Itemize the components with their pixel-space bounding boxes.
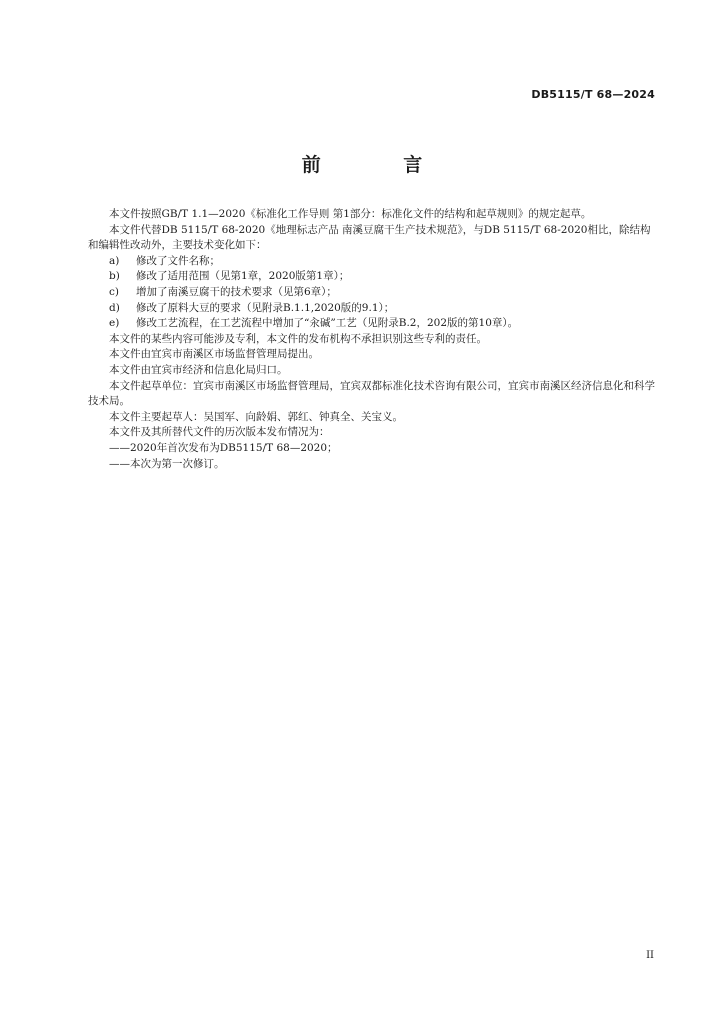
change-item-a [88, 254, 656, 270]
item-mark: b) [109, 270, 120, 283]
paragraph-history: 本文件及其所替代文件的历次版本发布情况为： [109, 426, 330, 439]
change-item-c [88, 285, 656, 301]
item-text: 修改了原料大豆的要求（见附录B.1.1,2020版的9.1）； [136, 301, 395, 314]
item-mark: e) [109, 317, 120, 330]
item-text: 修改工艺流程，在工艺流程中增加了“汆碱”工艺（见附录B.2，202版的第10章）。 [136, 317, 519, 330]
paragraph-drafting-rules: 本文件按照GB/T 1.1—2020《标准化工作导则 第1部分：标准化文件的结构和起草规则》的规定起草。 [109, 208, 592, 220]
item-text: 修改了适用范围（见第1章，2020版第1章）； [136, 270, 350, 283]
item-text: 增加了南溪豆腐干的技术要求（见第6章）； [136, 285, 337, 298]
change-item-e [88, 316, 656, 332]
foreword-body [88, 207, 656, 472]
paragraph-drafting-units: 本文件起草单位：宜宾市南溪区市场监督管理局，宜宾双都标准化技术咨询有限公司，宜宾市南溪区经济信息化和科学技术局。 [88, 379, 655, 408]
item-mark: d) [109, 301, 120, 314]
page-title: 前 言 [301, 154, 461, 176]
history-item-first: ——2020年首次发布为DB5115/T 68—2020； [109, 441, 338, 454]
paragraph-drafters: 本文件主要起草人：吴国军、向龄娟、郭红、钟真全、关宝义。 [109, 410, 403, 423]
page-number: II [646, 950, 654, 961]
item-mark: c) [109, 285, 119, 298]
paragraph-replacement: 本文件代替DB 5115/T 68-2020《地理标志产品 南溪豆腐干生产技术规范》，与DB 5115/T 68-2020相比，除结构和编辑性改动外，主要技术变化如下： [88, 223, 651, 252]
item-mark: a) [109, 254, 120, 267]
paragraph-proposer: 本文件由宜宾市南溪区市场监督管理局提出。 [109, 348, 319, 361]
history-item-revision: ——本次为第一次修订。 [109, 457, 225, 470]
paragraph-centralized: 本文件由宜宾市经济和信息化局归口。 [109, 363, 288, 376]
paragraph-patent: 本文件的某些内容可能涉及专利，本文件的发布机构不承担识别这些专利的责任。 [109, 332, 487, 345]
change-item-b [88, 269, 656, 285]
change-item-d [88, 301, 656, 317]
item-text: 修改了文件名称； [136, 254, 220, 267]
document-code: DB5115/T 68—2024 [531, 88, 655, 101]
